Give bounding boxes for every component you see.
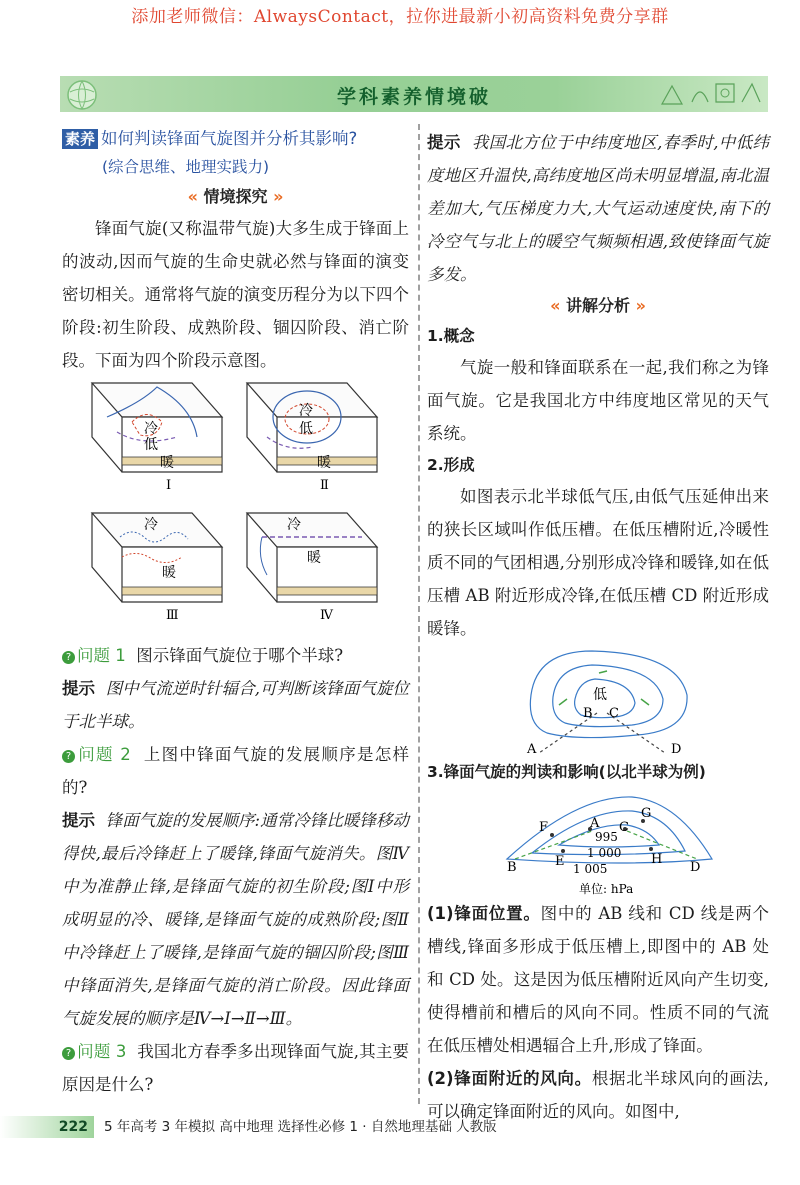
stage-4-numeral: Ⅳ [320,608,333,623]
question-1 [62,639,409,672]
point-a-label: A [527,742,537,757]
point-b-label: B [507,860,517,875]
question-2 [62,738,409,804]
point-c-label: C [619,820,629,835]
double-chevron-right-icon: » [635,296,646,315]
front-position-text: 图中的 AB 线和 CD 线是两个槽线,锋面多形成于低压槽上,即图中的 AB 处和 CD 处。这是因为低压槽附近风向产生切变,使得槽前和槽后的风向不同。性质不同的气流在低压槽处相遇辐合上升,形成了锋面。 [427,904,769,1055]
hint-1-text: 图中气流逆时针辐合,可判断该锋面气旋位于北半球。 [62,679,410,731]
stage-1-low-label: 低 [144,437,158,453]
section-heading-text: 情境探究 [203,187,268,206]
cyclone-stage-diagram [62,377,409,639]
section-heading-analysis [427,291,769,321]
hint-1-label: 提示 [62,679,96,698]
concept-paragraph: 气旋一般和锋面联系在一起,我们称之为锋面气旋。它是我国北方中纬度地区常见的天气系统。 [427,358,769,443]
point-h-label: H [651,852,663,867]
isobar-1005-label: 1 005 [573,862,608,876]
stage-2-warm-label: 暖 [317,455,331,471]
point-c-label: C [609,706,619,721]
stage-3-cold-label: 冷 [144,517,158,533]
point-e-label: E [555,854,565,869]
stage-4-warm-label: 暖 [307,550,321,566]
question-mark-icon: ? [62,750,75,763]
question-3 [62,1035,409,1101]
point-g-label: G [641,806,652,821]
isobar-995-label: 995 [595,830,618,844]
question-1-label: ? 问题 1 [62,646,126,665]
low-pressure-trough-diagram [427,645,769,757]
stage-1-warm-label: 暖 [160,455,174,471]
left-column [62,126,409,1101]
page-number: 222 [0,1116,94,1138]
literacy-tag: 素养 [62,129,98,149]
intro-paragraph: 锋面气旋(又称温带气旋)大多生成于锋面上的波动,因而气旋的生命史就必然与锋面的演变密切相关。通常将气旋的演变历程分为以下四个阶段:初生阶段、成熟阶段、锢囚阶段、消亡阶段。下面为四个阶段示意图。 [62,219,409,370]
question-2-text: 上图中锋面气旋的发展顺序是怎样的? [62,745,409,797]
front-position-paragraph [427,897,769,1062]
hint-3-text: 我国北方位于中纬度地区,春季时,中低纬度地区升温快,高纬度地区尚未明显增温,南北温差加大,气压梯度力大,大气运动速度快,南下的冷空气与北上的暖空气频频相遇,致使锋面气旋多发。 [427,133,769,284]
page-footer [0,1116,800,1142]
stage-1-cold-label: 冷 [144,421,158,437]
wind-direction-heading: (2)锋面附近的风向。 [427,1069,592,1088]
hint-3-label: 提示 [427,133,461,152]
question-3-label: ? 问题 3 [62,1042,126,1061]
formation-heading: 2.形成 [427,456,475,474]
double-chevron-right-icon: » [273,187,284,206]
question-1-text: 图示锋面气旋位于哪个半球? [136,646,344,665]
watermark: 添加老师微信：AlwaysContact，拉你进最新小初高资料免费分享群 [131,7,669,27]
stage-2-numeral: Ⅱ [320,478,329,493]
point-d-label: D [671,742,682,757]
book-title: 5 年高考 3 年模拟 高中地理 选择性必修 1 · 自然地理基础 人教版 [104,1119,497,1135]
point-f-label: F [539,820,549,835]
stage-3-numeral: Ⅲ [166,608,179,623]
reading-heading: 3.锋面气旋的判读和影响(以北半球为例) [427,763,706,781]
double-chevron-left-icon: « [550,296,561,315]
low-label: 低 [593,687,607,703]
stage-1-numeral: Ⅰ [166,478,172,493]
hint-2-label: 提示 [62,811,96,830]
hint-2 [62,804,409,1035]
question-2-label: ? 问题 2 [62,745,131,764]
front-position-heading: (1)锋面位置。 [427,904,541,923]
wind-direction-text: 根据北半球风向的画法,可以确定锋面附近的风向。如图中, [427,1069,769,1121]
point-b-label: B [583,706,593,721]
ability-note: (综合思维、地理实践力) [102,158,270,176]
literacy-question [62,126,409,152]
question-3-text: 我国北方春季多出现锋面气旋,其主要原因是什么? [62,1042,409,1094]
point-a-label: A [590,816,600,831]
unit-label: 单位: hPa [579,882,634,896]
section-banner [60,76,768,112]
question-title: 如何判读锋面气旋图并分析其影响? [101,129,358,148]
hint-1 [62,672,409,738]
section-heading-explore [62,182,409,212]
stage-4-cold-label: 冷 [287,517,301,533]
right-column [427,126,769,1128]
formation-paragraph: 如图表示北半球低气压,由低气压延伸出来的狭长区域叫作低压槽。在低压槽附近,冷暖性质不同的气团相遇,分别形成冷锋和暖锋,如在低压槽 AB 附近形成冷锋,在低压槽 CD 附近形成暖锋。 [427,487,769,638]
question-mark-icon: ? [62,651,75,664]
point-d-label: D [690,860,701,875]
hint-3 [427,126,769,291]
stage-3-warm-label: 暖 [162,565,176,581]
isobar-1000-label: 1 000 [587,846,622,860]
concept-heading: 1.概念 [427,327,475,345]
stage-2-cold-label: 冷 [299,403,313,419]
column-divider [418,124,420,1104]
double-chevron-left-icon: « [187,187,198,206]
hint-2-text: 锋面气旋的发展顺序:通常冷锋比暖锋移动得快,最后冷锋赶上了暖锋,锋面气旋消失。图Ⅳ中为准静止锋,是锋面气旋的初生阶段;图Ⅰ中形成明显的冷、暖锋,是锋面气旋的成熟阶段;图Ⅱ中冷锋赶上了暖锋,是锋面气旋的锢囚阶段;图Ⅲ中锋面消失,是锋面气旋的消亡阶段。因此锋面气旋发展的顺序是Ⅳ→Ⅰ→Ⅱ→Ⅲ。 [62,811,409,1028]
frontal-cyclone-isobar-diagram [427,787,769,897]
section-heading-text: 讲解分析 [565,296,630,315]
banner-title: 学科素养情境破 [336,86,491,108]
stage-2-low-label: 低 [299,421,313,437]
question-mark-icon: ? [62,1047,75,1060]
